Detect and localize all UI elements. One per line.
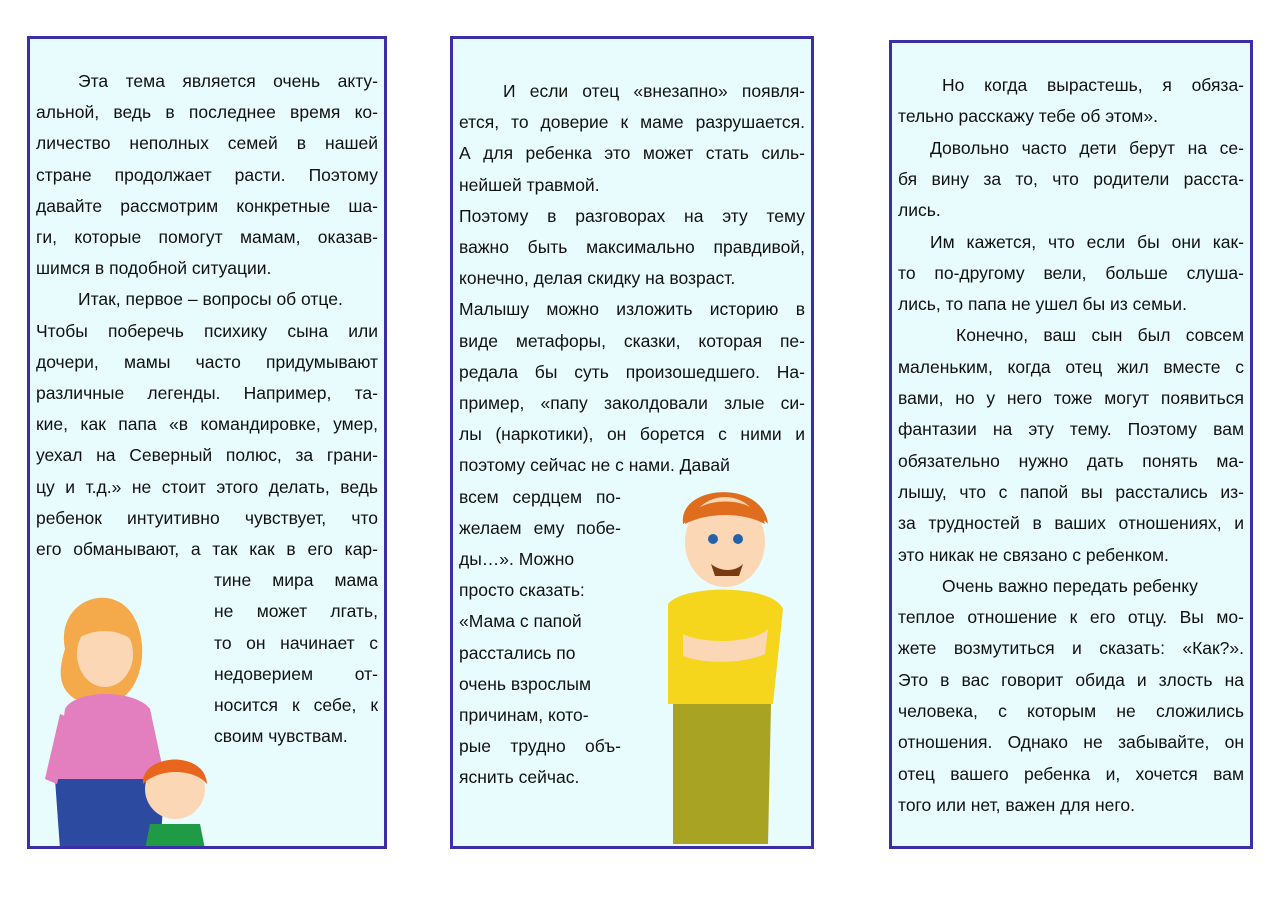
text-line: личество неполных семей в нашей [36,133,378,154]
text-line: лышу, что с папой вы расстались из- [898,481,1244,502]
text-line: Это в вас говорит обида и злость на [898,669,1244,690]
text-line: нейшей травмой. [459,174,600,195]
text-line: ги, которые помогут мамам, оказав- [36,227,378,247]
text-line: яснить сейчас. [459,767,580,788]
text-line: расстались по [459,642,576,663]
text-line: теплое отношение к его отцу. Вы мо- [898,607,1244,628]
text-line: альной, ведь в последнее время ко- [36,102,378,123]
mother-and-child-illustration [35,579,215,849]
text-line: тине мира мама [214,570,378,591]
text-line: Конечно, ваш сын был совсем [956,325,1244,346]
text-line: не может лгать, [214,601,378,622]
text-line: всем сердцем по- [459,486,621,507]
text-line: маленьким, когда отец жил вместе с [898,356,1244,377]
text-line: то по-другому вели, больше слуша- [898,262,1244,283]
text-line: стране продолжает расти. Поэтому [36,164,378,185]
text-line: его обманывают, а так как в его кар- [36,539,378,559]
text-line: Чтобы поберечь психику сына или [36,320,378,341]
text-line: недоверием от- [214,663,378,684]
text-line: поэтому сейчас не с нами. Давай [459,455,730,476]
brochure-panel-left [27,36,387,849]
text-line: ется, то доверие к маме разрушается. [459,112,805,133]
text-line: Очень важно передать ребенку [942,575,1198,596]
text-line: отец вашего ребенка и, хочется вам [898,763,1244,784]
text-line: шимся в подобной ситуации. [36,258,272,279]
text-line: это никак не связано с ребенком. [898,544,1169,565]
brochure-panel-right [889,40,1253,849]
text-line: жете возмутиться и сказать: «Как?». [898,638,1244,659]
text-line: Итак, первое – вопросы об отце. [78,289,343,310]
text-line: того или нет, важен для него. [898,794,1135,815]
text-line: причинам, кото- [459,705,589,725]
brochure-panel-middle [450,36,814,849]
text-line: важно быть максимально правдивой, [459,237,805,257]
text-line: фантазии на эту тему. Поэтому вам [898,419,1244,440]
text-line: лись. [898,200,941,221]
text-line: тельно расскажу тебе об этом». [898,106,1158,127]
text-line: давайте рассмотрим конкретные ша- [36,195,378,216]
text-line: бя вину за то, что родители расста- [898,168,1244,189]
text-line: очень взрослым [459,673,592,694]
text-line: за трудностей в ваших отношениях, и [898,513,1244,534]
text-line: конечно, делая скидку на возраст. [459,268,736,289]
text-line: виде метафоры, сказки, которая пе- [459,330,805,351]
text-line: редала бы суть произошедшего. На- [459,361,805,382]
text-line: ребенок интуитивно чувствует, что [36,507,378,528]
text-line: своим чувствам. [214,726,348,747]
text-line: «Мама с папой [459,611,582,632]
text-line: рые трудно объ- [459,736,621,757]
text-line: дочери, мамы часто придумывают [36,351,378,372]
text-line: отношения. Однако не забывайте, он [898,732,1244,753]
father-illustration [643,484,793,844]
text-line: человека, с которым не сложились [898,701,1244,721]
text-line: желаем ему побе- [459,517,621,538]
text-line: обязательно нужно дать понять ма- [898,450,1244,471]
text-line: уехал на Северный полюс, за грани- [36,445,378,466]
text-line: просто сказать: [459,580,585,601]
text-line: цу и т.д.» не стоит этого делать, ведь [36,476,378,497]
text-line: кие, как папа «в командировке, умер, [36,414,378,435]
text-line: Но когда вырастешь, я обяза- [942,75,1244,95]
text-line: лись, то папа не ушел бы из семьи. [898,294,1187,315]
text-line: Эта тема является очень акту- [78,71,378,91]
text-line: Довольно часто дети берут на се- [930,137,1244,158]
text-line: Малышу можно изложить историю в [459,299,805,320]
text-line: лы (наркотики), он борется с ними и [459,424,805,445]
text-line: носится к себе, к [214,695,378,715]
text-line: то он начинает с [214,632,378,653]
text-line: вами, но у него тоже могут появиться [898,388,1244,408]
text-line: Поэтому в разговорах на эту тему [459,205,805,226]
text-line: пример, «папу заколдовали злые си- [459,393,805,413]
text-line: А для ребенка это может стать силь- [459,143,805,164]
text-line: различные легенды. Например, та- [36,383,378,403]
text-line: И если отец «внезапно» появля- [503,81,805,101]
text-line: Им кажется, что если бы они как- [930,231,1244,252]
text-line: ды…». Можно [459,549,575,569]
